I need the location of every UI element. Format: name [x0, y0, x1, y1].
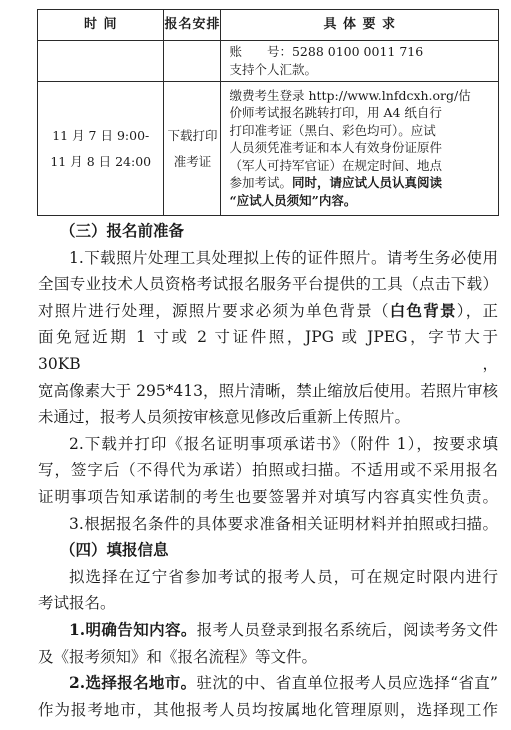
row2-time-cell [38, 82, 164, 216]
req-line-4: 人员须凭准考证和本人有效身份证原件 [229, 140, 442, 156]
section-3-paragraph-3: 3.根据报名条件的具体要求准备相关证明材料并拍照或扫描。 [69, 514, 498, 533]
document-body [38, 218, 498, 723]
paragraph-line: 面免冠近期 1 寸或 2 寸证件照，JPG 或 JPEG，字节大于 30KB， [38, 328, 498, 373]
paragraph-line: 2.下载并打印《报名证明事项承诺书》（附件 1），按要求填 [69, 434, 498, 453]
item-2-text: 驻沈的中、省直单位报考人员应选择“省直” [196, 674, 498, 693]
req-line-6-bold: 同时，请应试人员认真阅读 [292, 175, 443, 191]
req-line-6-plain: 参加考试。 [229, 175, 292, 191]
paragraph-line [38, 617, 498, 644]
row1-arrangement-cell [164, 41, 221, 82]
section-3-paragraph-2 [38, 431, 498, 511]
paragraph-line [38, 670, 498, 697]
time-start: 11 月 7 日 9:00- [52, 127, 150, 143]
header-arrangement: 报名安排 [164, 10, 221, 41]
req-line-7-bold: “应试人员须知” [229, 192, 319, 208]
paragraph-line: 1.下载照片处理工具处理拟上传的证件照片。请考生务必使用 [69, 248, 498, 267]
req-line-3: 打印准考证（黑白、彩色均可）。应试 [229, 122, 436, 138]
personal-remittance-text: 支持个人汇款。 [229, 61, 317, 77]
req-line-1: 缴费考生登录 http://www.lnfdcxh.org/估 [229, 87, 471, 103]
white-background-emphasis: 白色背景 [389, 300, 457, 320]
arrangement-line-1: 下载打印 [167, 127, 218, 143]
section-3-paragraph-1 [38, 245, 498, 431]
table-header-row [38, 10, 499, 41]
table-row [38, 82, 499, 216]
row1-time-cell [38, 41, 164, 82]
req-line-7 [229, 192, 494, 210]
section-4-item-1 [38, 617, 498, 670]
arrangement-line-2: 准考证 [173, 153, 212, 169]
paragraph-line: 拟选择在辽宁省参加考试的报考人员，可在规定时限内进行 [69, 567, 498, 586]
item-1-text: 报考人员登录到报名系统后，阅读考务文件 [196, 620, 498, 639]
account-number-text: 账 号：5288 0100 0011 716 [229, 44, 424, 59]
item-2-title: 2.选择报名地市。 [69, 673, 197, 693]
paragraph-line: 及《报考须知》和《报名流程》等文件。 [38, 647, 318, 666]
row1-requirements-cell [221, 41, 499, 82]
req-line-7-tail: 内容。 [318, 192, 357, 208]
paragraph-line [38, 298, 498, 325]
time-end: 11 月 8 日 24:00 [50, 153, 152, 169]
header-time: 时 间 [38, 10, 164, 41]
item-1-title: 1.明确告知内容。 [69, 619, 197, 639]
table-row [38, 41, 499, 82]
paragraph-line: 宽高像素大于 295*413，照片清晰，禁止缩放后使用。若照片审核 [38, 381, 498, 400]
header-requirements: 具 体 要 求 [221, 10, 499, 41]
section-4-heading: （四）填报信息 [60, 540, 169, 560]
registration-schedule-table [37, 9, 499, 216]
paragraph-line: 全国专业技术人员资格考试报名服务平台提供的工具（点击下载） [38, 275, 498, 294]
req-line-5: （军人可持军官证）在规定时间、地点 [229, 157, 442, 173]
paragraph-line-part: 对照片进行处理，源照片要求必须为单色背景（ [38, 301, 390, 320]
req-line-6 [229, 174, 494, 192]
section-4-item-2 [38, 670, 498, 723]
req-line-2: 价师考试报名跳转打印，用 A4 纸自行 [229, 105, 442, 121]
paragraph-line: 未通过，报考人员须按审核意见修改后重新上传照片。 [38, 408, 411, 427]
paragraph-line-part: ），正 [456, 301, 498, 320]
row2-requirements-cell [221, 82, 499, 216]
paragraph-line: 证明事项告知承诺制的考生也要签署并对填写内容真实性负责。 [38, 487, 498, 506]
paragraph-line: 写，签字后（不得代为承诺）拍照或扫描。不适用或不采用报名 [38, 461, 498, 480]
row2-arrangement-cell [164, 82, 221, 216]
paragraph-line: 作为报考地市，其他报考人员均按属地化管理原则，选择现工作 [38, 700, 498, 719]
section-3-heading: （三）报名前准备 [60, 221, 185, 240]
paragraph-line: 考试报名。 [38, 594, 116, 613]
section-4-intro [38, 564, 498, 617]
